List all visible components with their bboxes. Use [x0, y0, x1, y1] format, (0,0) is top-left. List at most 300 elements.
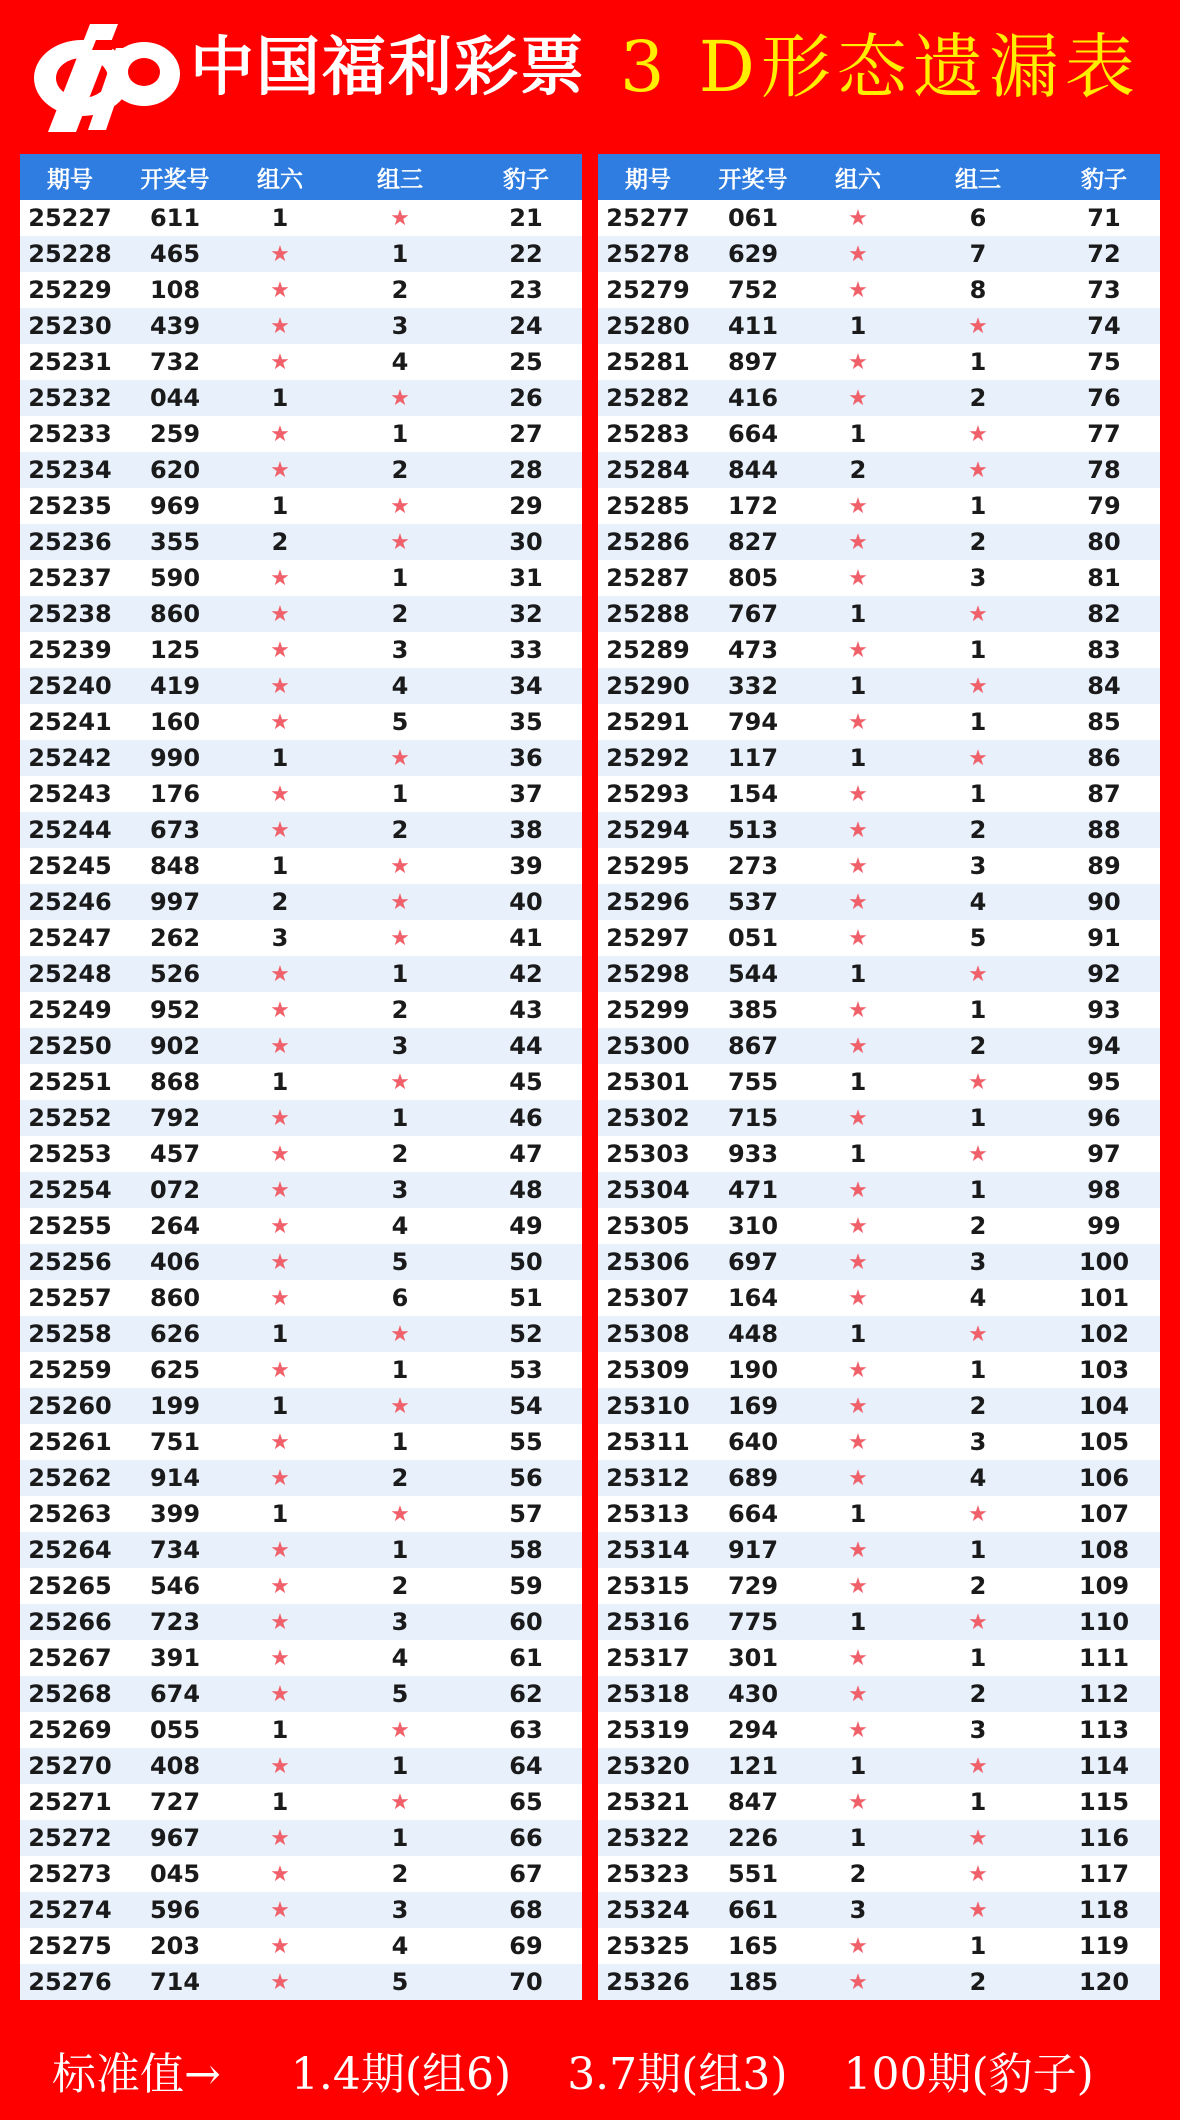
cell-leopard: 79 [1087, 492, 1121, 520]
cell-draw-number: 917 [727, 1536, 779, 1564]
cell-draw-number: 969 [149, 492, 201, 520]
cell-draw-number: 902 [149, 1032, 201, 1060]
table-row [20, 1136, 582, 1172]
cell-group3: 1 [969, 636, 987, 664]
cell-leopard: 22 [509, 240, 543, 268]
cell-draw-number: 664 [727, 420, 779, 448]
cell-leopard: 59 [509, 1572, 543, 1600]
column-header-group6: 组六 [257, 166, 303, 193]
star-icon: ★ [968, 313, 988, 339]
table-row [598, 668, 1160, 704]
cell-draw-number: 847 [727, 1788, 779, 1816]
cell-draw-number: 914 [149, 1464, 201, 1492]
star-icon: ★ [848, 349, 868, 375]
cell-draw-number: 848 [149, 852, 201, 880]
cell-period: 25278 [606, 240, 690, 268]
cell-group3: 1 [969, 1356, 987, 1384]
cell-draw-number: 868 [149, 1068, 201, 1096]
star-icon: ★ [390, 889, 410, 915]
cell-period: 25283 [606, 420, 690, 448]
column-header-period: 期号 [47, 166, 93, 193]
cell-draw-number: 391 [149, 1644, 201, 1672]
cell-group3: 2 [969, 1392, 987, 1420]
cell-period: 25303 [606, 1140, 690, 1168]
table-row [20, 1244, 582, 1280]
cell-draw-number: 061 [727, 204, 779, 232]
star-icon: ★ [270, 1177, 290, 1203]
cell-draw-number: 259 [149, 420, 201, 448]
table-row [598, 1064, 1160, 1100]
table-row [598, 1820, 1160, 1856]
table-row [598, 1136, 1160, 1172]
cell-period: 25236 [28, 528, 112, 556]
star-icon: ★ [270, 1429, 290, 1455]
cell-period: 25266 [28, 1608, 112, 1636]
star-icon: ★ [968, 1897, 988, 1923]
table-row [598, 1208, 1160, 1244]
cell-group3: 2 [969, 1572, 987, 1600]
star-icon: ★ [968, 1501, 988, 1527]
cell-leopard: 50 [509, 1248, 543, 1276]
star-icon: ★ [270, 349, 290, 375]
cell-period: 25281 [606, 348, 690, 376]
cell-group6: 1 [271, 384, 289, 412]
cell-period: 25268 [28, 1680, 112, 1708]
cell-group6: 1 [849, 1068, 867, 1096]
cell-group6: 1 [271, 204, 289, 232]
cell-draw-number: 689 [727, 1464, 779, 1492]
cell-group6: 1 [849, 312, 867, 340]
cell-draw-number: 625 [149, 1356, 201, 1384]
cell-group3: 3 [969, 564, 987, 592]
table-row [20, 236, 582, 272]
cell-period: 25316 [606, 1608, 690, 1636]
cell-group3: 2 [969, 1032, 987, 1060]
cell-group3: 2 [391, 600, 409, 628]
cell-group6: 2 [271, 528, 289, 556]
table-body [20, 200, 582, 2000]
cell-period: 25284 [606, 456, 690, 484]
star-icon: ★ [270, 673, 290, 699]
cell-draw-number: 752 [727, 276, 779, 304]
star-icon: ★ [968, 1141, 988, 1167]
cell-draw-number: 465 [149, 240, 201, 268]
star-icon: ★ [848, 709, 868, 735]
table-row [20, 524, 582, 560]
cell-group6: 3 [271, 924, 289, 952]
cell-period: 25277 [606, 204, 690, 232]
table-row [598, 452, 1160, 488]
cell-period: 25264 [28, 1536, 112, 1564]
star-icon: ★ [270, 1933, 290, 1959]
cell-draw-number: 190 [727, 1356, 779, 1384]
brand-name: 中国福利彩票 [190, 31, 586, 105]
table-header [20, 154, 582, 200]
cell-leopard: 100 [1078, 1248, 1130, 1276]
star-icon: ★ [270, 1105, 290, 1131]
cell-draw-number: 121 [727, 1752, 779, 1780]
cell-draw-number: 697 [727, 1248, 779, 1276]
cell-draw-number: 755 [727, 1068, 779, 1096]
star-icon: ★ [270, 1645, 290, 1671]
table-row [20, 1352, 582, 1388]
star-icon: ★ [968, 421, 988, 447]
star-icon: ★ [270, 997, 290, 1023]
cell-draw-number: 767 [727, 600, 779, 628]
cell-leopard: 57 [509, 1500, 543, 1528]
cell-period: 25310 [606, 1392, 690, 1420]
cell-group3: 3 [391, 1032, 409, 1060]
cell-group3: 3 [391, 312, 409, 340]
cell-group3: 1 [969, 348, 987, 376]
table-row [20, 1532, 582, 1568]
star-icon: ★ [848, 1465, 868, 1491]
cell-leopard: 103 [1078, 1356, 1130, 1384]
cell-group3: 1 [969, 1104, 987, 1132]
table-row [20, 380, 582, 416]
cell-group3: 5 [969, 924, 987, 952]
star-icon: ★ [270, 457, 290, 483]
cell-period: 25249 [28, 996, 112, 1024]
cell-group3: 2 [391, 1572, 409, 1600]
star-icon: ★ [270, 1357, 290, 1383]
cell-leopard: 83 [1087, 636, 1121, 664]
cell-group3: 4 [969, 1284, 987, 1312]
table-row [598, 632, 1160, 668]
cell-leopard: 90 [1087, 888, 1121, 916]
star-icon: ★ [270, 241, 290, 267]
cell-period: 25262 [28, 1464, 112, 1492]
cell-period: 25323 [606, 1860, 690, 1888]
cell-group3: 2 [391, 1464, 409, 1492]
cell-leopard: 76 [1087, 384, 1121, 412]
cell-period: 25235 [28, 492, 112, 520]
table-row [598, 1784, 1160, 1820]
cell-period: 25245 [28, 852, 112, 880]
cell-draw-number: 860 [149, 600, 201, 628]
cell-period: 25255 [28, 1212, 112, 1240]
column-header-period: 期号 [625, 166, 671, 193]
star-icon: ★ [270, 709, 290, 735]
cell-group3: 2 [391, 1860, 409, 1888]
cell-leopard: 40 [509, 888, 543, 916]
star-icon: ★ [848, 817, 868, 843]
cell-period: 25287 [606, 564, 690, 592]
star-icon: ★ [270, 1609, 290, 1635]
cell-period: 25301 [606, 1068, 690, 1096]
cell-period: 25269 [28, 1716, 112, 1744]
cell-draw-number: 626 [149, 1320, 201, 1348]
cell-leopard: 24 [509, 312, 543, 340]
cell-draw-number: 264 [149, 1212, 201, 1240]
cell-draw-number: 399 [149, 1500, 201, 1528]
cell-group6: 1 [849, 1320, 867, 1348]
cell-leopard: 54 [509, 1392, 543, 1420]
cell-group3: 1 [391, 1536, 409, 1564]
cell-group6: 1 [849, 672, 867, 700]
table-row [20, 308, 582, 344]
cell-group3: 2 [391, 456, 409, 484]
cell-period: 25309 [606, 1356, 690, 1384]
cell-leopard: 93 [1087, 996, 1121, 1024]
cell-draw-number: 051 [727, 924, 779, 952]
cell-leopard: 33 [509, 636, 543, 664]
star-icon: ★ [968, 1321, 988, 1347]
cell-period: 25241 [28, 708, 112, 736]
table-row [598, 1280, 1160, 1316]
cell-period: 25285 [606, 492, 690, 520]
cell-leopard: 120 [1078, 1968, 1130, 1996]
star-icon: ★ [270, 1249, 290, 1275]
cell-draw-number: 072 [149, 1176, 201, 1204]
star-icon: ★ [270, 1681, 290, 1707]
star-icon: ★ [848, 529, 868, 555]
cell-draw-number: 044 [149, 384, 201, 412]
cell-group6: 1 [849, 1500, 867, 1528]
table-row [20, 812, 582, 848]
table-row [20, 1892, 582, 1928]
cell-leopard: 34 [509, 672, 543, 700]
cell-period: 25307 [606, 1284, 690, 1312]
star-icon: ★ [390, 853, 410, 879]
cell-period: 25324 [606, 1896, 690, 1924]
cell-period: 25290 [606, 672, 690, 700]
cell-period: 25272 [28, 1824, 112, 1852]
star-icon: ★ [270, 1861, 290, 1887]
star-icon: ★ [270, 1969, 290, 1995]
cell-draw-number: 715 [727, 1104, 779, 1132]
cell-draw-number: 734 [149, 1536, 201, 1564]
cell-leopard: 102 [1078, 1320, 1130, 1348]
cell-draw-number: 723 [149, 1608, 201, 1636]
cell-leopard: 23 [509, 276, 543, 304]
cell-draw-number: 411 [727, 312, 779, 340]
star-icon: ★ [270, 1213, 290, 1239]
table-row [20, 488, 582, 524]
star-icon: ★ [848, 1789, 868, 1815]
cell-draw-number: 416 [727, 384, 779, 412]
table-row [20, 848, 582, 884]
table-row [598, 596, 1160, 632]
cell-period: 25288 [606, 600, 690, 628]
cell-leopard: 118 [1078, 1896, 1130, 1924]
cell-leopard: 77 [1087, 420, 1121, 448]
star-icon: ★ [848, 853, 868, 879]
star-icon: ★ [848, 1717, 868, 1743]
star-icon: ★ [390, 529, 410, 555]
cell-draw-number: 537 [727, 888, 779, 916]
cell-period: 25231 [28, 348, 112, 376]
cell-leopard: 107 [1078, 1500, 1130, 1528]
table-row [598, 1388, 1160, 1424]
cell-period: 25257 [28, 1284, 112, 1312]
cell-leopard: 42 [509, 960, 543, 988]
cell-draw-number: 867 [727, 1032, 779, 1060]
cell-period: 25270 [28, 1752, 112, 1780]
standard-values-footer [0, 2020, 1180, 2120]
table-row [20, 776, 582, 812]
table-row [20, 1820, 582, 1856]
cell-period: 25314 [606, 1536, 690, 1564]
cell-leopard: 25 [509, 348, 543, 376]
cell-period: 25289 [606, 636, 690, 664]
cell-group3: 4 [391, 672, 409, 700]
welfare-lottery-logo-icon [20, 14, 190, 134]
star-icon: ★ [968, 1825, 988, 1851]
cell-draw-number: 419 [149, 672, 201, 700]
table-row [20, 200, 582, 236]
page-title: 3 D形态遗漏表 [620, 26, 1141, 108]
cell-draw-number: 674 [149, 1680, 201, 1708]
cell-group6: 1 [849, 420, 867, 448]
cell-group6: 1 [271, 852, 289, 880]
cell-draw-number: 546 [149, 1572, 201, 1600]
table-row [20, 992, 582, 1028]
table-row [598, 1028, 1160, 1064]
cell-period: 25318 [606, 1680, 690, 1708]
cell-draw-number: 273 [727, 852, 779, 880]
standard-value-leopard: 100期(豹子) [843, 2049, 1094, 2100]
cell-period: 25237 [28, 564, 112, 592]
star-icon: ★ [270, 961, 290, 987]
cell-period: 25280 [606, 312, 690, 340]
cell-draw-number: 471 [727, 1176, 779, 1204]
cell-draw-number: 794 [727, 708, 779, 736]
cell-draw-number: 596 [149, 1896, 201, 1924]
cell-draw-number: 860 [149, 1284, 201, 1312]
star-icon: ★ [848, 1681, 868, 1707]
cell-group3: 2 [391, 816, 409, 844]
cell-period: 25261 [28, 1428, 112, 1456]
cell-period: 25247 [28, 924, 112, 952]
star-icon: ★ [270, 421, 290, 447]
star-icon: ★ [390, 1069, 410, 1095]
table-row [20, 1640, 582, 1676]
cell-leopard: 69 [509, 1932, 543, 1960]
star-icon: ★ [848, 385, 868, 411]
table-row [20, 272, 582, 308]
cell-group3: 4 [391, 1212, 409, 1240]
cell-leopard: 55 [509, 1428, 543, 1456]
cell-group3: 3 [969, 852, 987, 880]
star-icon: ★ [270, 1285, 290, 1311]
cell-draw-number: 457 [149, 1140, 201, 1168]
cell-leopard: 87 [1087, 780, 1121, 808]
cell-group3: 4 [391, 1932, 409, 1960]
star-icon: ★ [390, 493, 410, 519]
cell-leopard: 45 [509, 1068, 543, 1096]
table-row [20, 668, 582, 704]
table-row [598, 920, 1160, 956]
cell-period: 25317 [606, 1644, 690, 1672]
table-row [598, 380, 1160, 416]
table-row [20, 1460, 582, 1496]
cell-period: 25295 [606, 852, 690, 880]
cell-period: 25302 [606, 1104, 690, 1132]
cell-group3: 3 [391, 1176, 409, 1204]
cell-draw-number: 385 [727, 996, 779, 1024]
star-icon: ★ [270, 601, 290, 627]
cell-group6: 1 [271, 1392, 289, 1420]
table-row [20, 1712, 582, 1748]
cell-draw-number: 185 [727, 1968, 779, 1996]
table-row [20, 560, 582, 596]
star-icon: ★ [968, 457, 988, 483]
cell-group3: 2 [969, 1968, 987, 1996]
cell-period: 25279 [606, 276, 690, 304]
cell-draw-number: 406 [149, 1248, 201, 1276]
cell-period: 25296 [606, 888, 690, 916]
table-row [20, 704, 582, 740]
cell-draw-number: 664 [727, 1500, 779, 1528]
cell-group3: 1 [969, 1536, 987, 1564]
table-row [20, 1280, 582, 1316]
cell-period: 25230 [28, 312, 112, 340]
cell-draw-number: 332 [727, 672, 779, 700]
star-icon: ★ [848, 1105, 868, 1131]
cell-period: 25233 [28, 420, 112, 448]
standard-value-group6: 1.4期(组6) [290, 2049, 512, 2100]
table-row [598, 704, 1160, 740]
cell-period: 25294 [606, 816, 690, 844]
star-icon: ★ [848, 637, 868, 663]
star-icon: ★ [270, 1141, 290, 1167]
table-row [598, 1532, 1160, 1568]
column-header-group3: 组三 [377, 166, 423, 193]
cell-leopard: 119 [1078, 1932, 1130, 1960]
cell-draw-number: 164 [727, 1284, 779, 1312]
star-icon: ★ [270, 565, 290, 591]
cell-group3: 3 [969, 1716, 987, 1744]
cell-group6: 2 [849, 456, 867, 484]
cell-group3: 1 [391, 1428, 409, 1456]
cell-draw-number: 448 [727, 1320, 779, 1348]
star-icon: ★ [270, 1537, 290, 1563]
cell-leopard: 81 [1087, 564, 1121, 592]
cell-period: 25304 [606, 1176, 690, 1204]
cell-leopard: 95 [1087, 1068, 1121, 1096]
cell-period: 25286 [606, 528, 690, 556]
cell-period: 25299 [606, 996, 690, 1024]
table-row [598, 812, 1160, 848]
cell-leopard: 73 [1087, 276, 1121, 304]
cell-draw-number: 117 [727, 744, 779, 772]
table-row [598, 1676, 1160, 1712]
star-icon: ★ [270, 313, 290, 339]
cell-draw-number: 729 [727, 1572, 779, 1600]
cell-group6: 2 [271, 888, 289, 916]
cell-draw-number: 897 [727, 348, 779, 376]
star-icon: ★ [270, 1033, 290, 1059]
cell-period: 25308 [606, 1320, 690, 1348]
star-icon: ★ [270, 1465, 290, 1491]
cell-draw-number: 513 [727, 816, 779, 844]
table-row [20, 1316, 582, 1352]
cell-draw-number: 544 [727, 960, 779, 988]
cell-group6: 1 [271, 1320, 289, 1348]
cell-leopard: 56 [509, 1464, 543, 1492]
table-row [20, 452, 582, 488]
table-row [20, 884, 582, 920]
cell-group3: 8 [969, 276, 987, 304]
cell-group3: 2 [391, 1140, 409, 1168]
cell-group6: 1 [271, 1068, 289, 1096]
cell-draw-number: 997 [149, 888, 201, 916]
star-icon: ★ [848, 1213, 868, 1239]
star-icon: ★ [968, 1069, 988, 1095]
cell-leopard: 94 [1087, 1032, 1121, 1060]
cell-period: 25238 [28, 600, 112, 628]
